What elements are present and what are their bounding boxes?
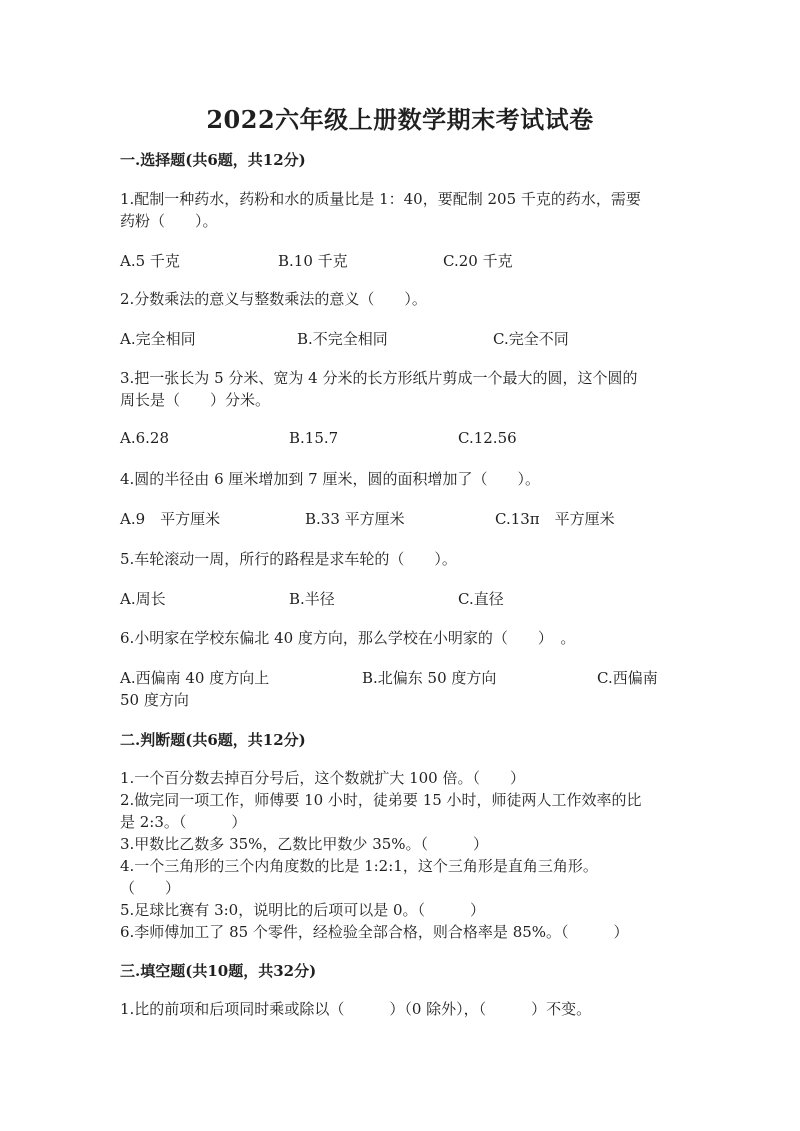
question-6-line-1: 6.小明家在学校东偏北 40 度方向，那么学校在小明家的（ ） 。 — [120, 629, 576, 647]
judgement-line-6: （ ） — [120, 879, 181, 897]
question-5-option-a: A.周长 — [120, 590, 166, 608]
question-3-option-a: A.6.28 — [120, 429, 169, 447]
question-1-option-a: A.5 千克 — [120, 252, 180, 270]
judgement-line-4: 3.甲数比乙数多 35%，乙数比甲数少 35%。（ ） — [120, 835, 489, 853]
question-1-line-1: 1.配制一种药水，药粉和水的质量比是 1：40，要配制 205 千克的药水，需要 — [120, 190, 641, 208]
judgement-line-1: 1.一个百分数去掉百分号后，这个数就扩大 100 倍。（ ） — [120, 769, 525, 787]
judgement-line-5: 4.一个三角形的三个内角度数的比是 1:2:1，这个三角形是直角三角形。 — [120, 857, 598, 875]
question-2-option-c: C.完全不同 — [493, 330, 569, 348]
question-6-option-b: B.北偏东 50 度方向 — [362, 669, 497, 687]
question-5-option-c: C.直径 — [458, 590, 504, 608]
question-2-option-a: A.完全相同 — [120, 330, 196, 348]
judgement-line-2: 2.做完同一项工作，师傅要 10 小时，徒弟要 15 小时，师徒两人工作效率的比 — [120, 791, 642, 809]
question-3-line-2: 周长是（ ）分米。 — [120, 391, 271, 409]
question-3-line-1: 3.把一张长为 5 分米、宽为 4 分米的长方形纸片剪成一个最大的圆，这个圆的 — [120, 369, 638, 387]
question-5-line-1: 5.车轮滚动一周，所行的路程是求车轮的（ ）。 — [120, 550, 457, 568]
question-5-option-b: B.半径 — [289, 590, 335, 608]
section-heading-judgement: 二.判断题(共6题，共12分) — [120, 731, 306, 749]
question-4-option-a: A.9 平方厘米 — [120, 510, 221, 528]
judgement-line-3: 是 2:3。（ ） — [120, 813, 247, 831]
question-1-option-c: C.20 千克 — [443, 252, 513, 270]
question-3-option-c: C.12.56 — [458, 429, 517, 447]
judgement-line-8: 6.李师傅加工了 85 个零件，经检验全部合格，则合格率是 85%。（ ） — [120, 923, 629, 941]
question-2-option-b: B.不完全相同 — [297, 330, 388, 348]
question-4-option-c: C.13π 平方厘米 — [495, 510, 615, 528]
section-heading-fill-blank: 三.填空题(共10题，共32分) — [120, 962, 317, 980]
question-2-line-1: 2.分数乘法的意义与整数乘法的意义（ ）。 — [120, 290, 427, 308]
question-1-line-2: 药粉（ ）。 — [120, 212, 218, 230]
judgement-line-7: 5.足球比赛有 3:0，说明比的后项可以是 0。（ ） — [120, 901, 486, 919]
question-6-option-c: C.西偏南 — [597, 669, 658, 687]
question-3-option-b: B.15.7 — [289, 429, 339, 447]
question-6-option-c-continuation: 50 度方向 — [120, 691, 189, 709]
question-4-option-b: B.33 平方厘米 — [305, 510, 405, 528]
fill-blank-line-1: 1.比的前项和后项同时乘或除以（ ）（0 除外），（ ）不变。 — [120, 1000, 592, 1018]
question-1-option-b: B.10 千克 — [278, 252, 348, 270]
page-title: 2022六年级上册数学期末考试试卷 — [206, 105, 594, 134]
question-6-option-a: A.西偏南 40 度方向上 — [120, 669, 270, 687]
section-heading-choice: 一.选择题(共6题，共12分) — [120, 151, 306, 169]
question-4-line-1: 4.圆的半径由 6 厘米增加到 7 厘米，圆的面积增加了（ ）。 — [120, 470, 540, 488]
